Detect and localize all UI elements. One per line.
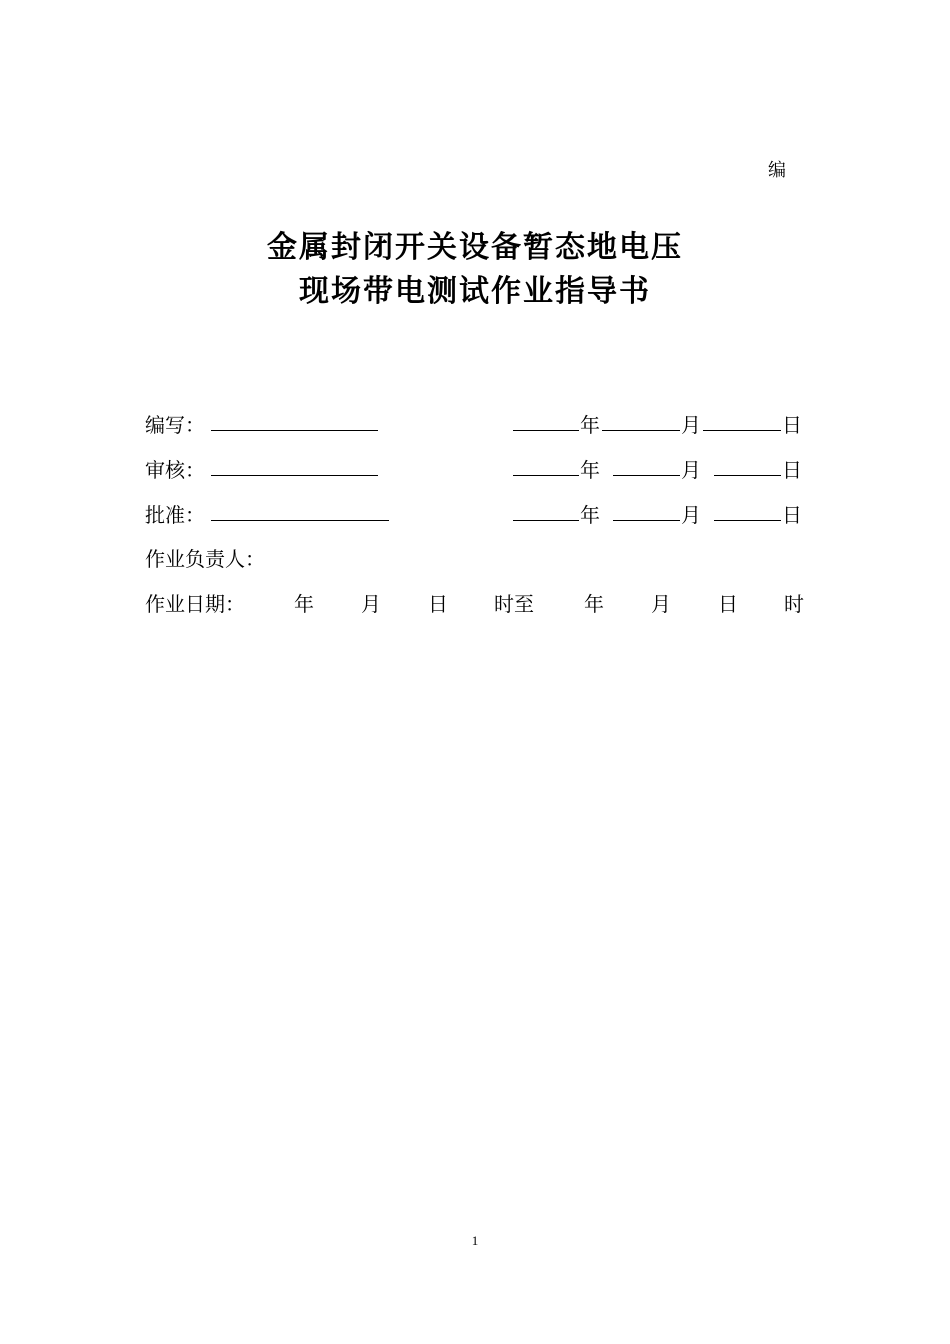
end-day-unit: 日 xyxy=(718,592,738,616)
approver-day-unit: 日 xyxy=(782,503,802,527)
reviewer-month-line[interactable] xyxy=(613,475,680,476)
author-month-line[interactable] xyxy=(602,430,680,431)
start-month-unit: 月 xyxy=(361,592,381,616)
document-code-label: 编 xyxy=(768,160,786,181)
start-hour-to-unit: 时至 xyxy=(494,592,534,616)
reviewer-year-line[interactable] xyxy=(513,475,579,476)
author-year-line[interactable] xyxy=(513,430,579,431)
end-hour-unit: 时 xyxy=(784,592,804,616)
end-month-unit: 月 xyxy=(651,592,671,616)
start-day-unit: 日 xyxy=(428,592,448,616)
author-day-unit: 日 xyxy=(782,413,802,437)
author-signature-line[interactable] xyxy=(211,430,378,431)
reviewer-signature-line[interactable] xyxy=(211,475,378,476)
reviewer-day-unit: 日 xyxy=(782,458,802,482)
author-year-unit: 年 xyxy=(580,413,600,437)
approver-month-line[interactable] xyxy=(613,520,680,521)
work-date-label: 作业日期： xyxy=(145,592,245,616)
approver-signature-line[interactable] xyxy=(211,520,389,521)
start-year-unit: 年 xyxy=(294,592,314,616)
reviewer-label: 审核： xyxy=(145,458,205,482)
approver-year-line[interactable] xyxy=(513,520,579,521)
responsible-person-label: 作业负责人： xyxy=(145,547,265,571)
author-month-unit: 月 xyxy=(681,413,701,437)
end-year-unit: 年 xyxy=(584,592,604,616)
approver-year-unit: 年 xyxy=(580,503,600,527)
author-label: 编写： xyxy=(145,413,205,437)
reviewer-year-unit: 年 xyxy=(580,458,600,482)
reviewer-month-unit: 月 xyxy=(681,458,701,482)
approver-month-unit: 月 xyxy=(681,503,701,527)
document-title-line-2: 现场带电测试作业指导书 xyxy=(299,274,651,309)
document-title-line-1: 金属封闭开关设备暂态地电压 xyxy=(267,230,683,265)
reviewer-day-line[interactable] xyxy=(714,475,781,476)
author-day-line[interactable] xyxy=(703,430,781,431)
page-number: 1 xyxy=(471,1233,479,1248)
approver-day-line[interactable] xyxy=(714,520,781,521)
approver-label: 批准： xyxy=(145,503,205,527)
